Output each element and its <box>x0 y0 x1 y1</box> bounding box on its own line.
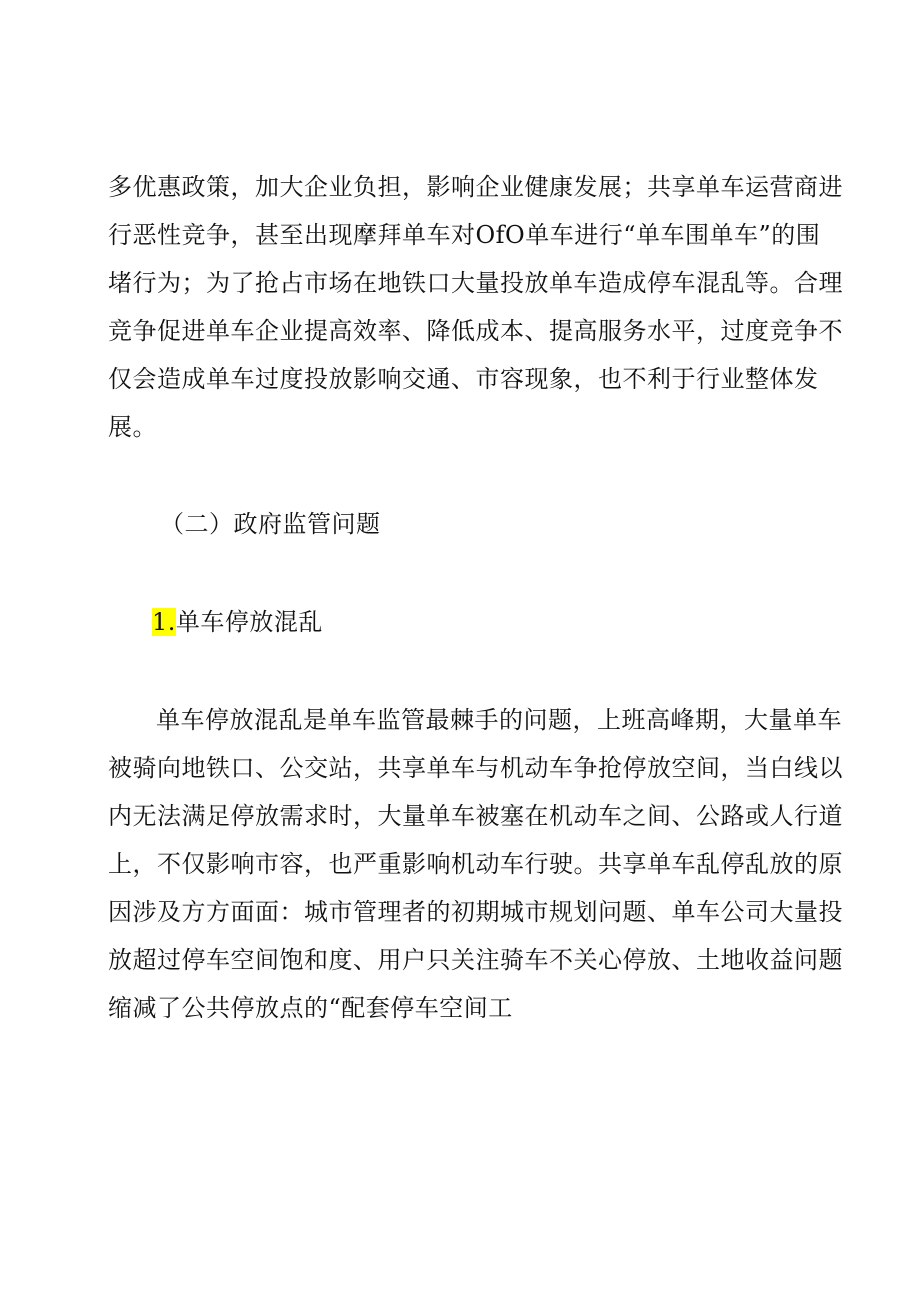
paragraph-line: 竞争促进单车企业提高效率、降低成本、提高服务水平，过度竞争不 <box>108 317 843 345</box>
subsection-number: 1. <box>152 608 176 636</box>
paragraph-line: 因涉及方方面面：城市管理者的初期城市规划问题、单车公司大量投 <box>108 898 843 926</box>
paragraph-line: 被骑向地铁口、公交站，共享单车与机动车争抢停放空间，当白线以 <box>108 754 843 782</box>
paragraph-line: 单车停放混乱是单车监管最棘手的问题，上班高峰期，大量单车 <box>156 706 842 734</box>
paragraph-line: 堵行为；为了抢占市场在地铁口大量投放单车造成停车混乱等。合理 <box>108 269 843 297</box>
section-heading: （二）政府监管问题 <box>160 510 381 538</box>
paragraph-line: 多优惠政策，加大企业负担，影响企业健康发展；共享单车运营商进 <box>108 173 843 201</box>
paragraph-line: 行恶性竞争，甚至出现摩拜单车对OfO单车进行“单车围单车”的围 <box>108 221 821 249</box>
paragraph-line: 展。 <box>108 413 157 441</box>
paragraph-line: 上，不仅影响市容，也严重影响机动车行驶。共享单车乱停乱放的原 <box>108 850 843 878</box>
paragraph-line: 缩减了公共停放点的“配套停车空间工 <box>108 994 513 1022</box>
paragraph-line: 仅会造成单车过度投放影响交通、市容现象，也不利于行业整体发 <box>108 365 819 393</box>
subsection-heading <box>152 607 323 637</box>
subsection-title: 单车停放混乱 <box>175 608 323 636</box>
paragraph-line: 内无法满足停放需求时，大量单车被塞在机动车之间、公路或人行道 <box>108 802 843 830</box>
paragraph-line: 放超过停车空间饱和度、用户只关注骑车不关心停放、土地收益问题 <box>108 946 843 974</box>
